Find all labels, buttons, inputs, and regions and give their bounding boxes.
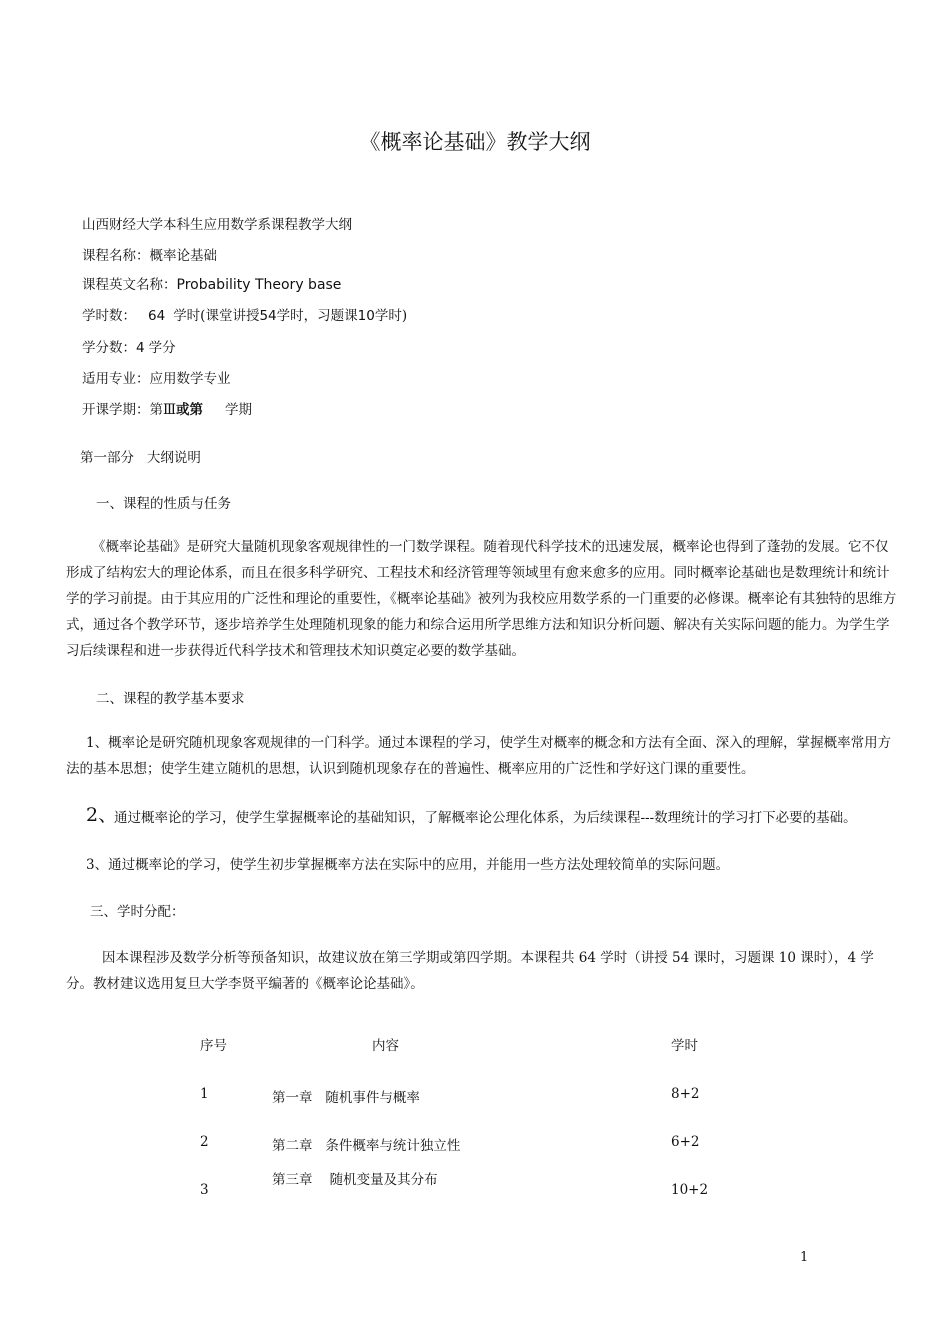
course-name-line (82, 244, 217, 264)
hours-detail-e: 学时) (374, 308, 408, 324)
hours-detail-b: 54 (259, 308, 277, 324)
course-name-label: 课程名称： (82, 248, 150, 264)
table-row-3-hours: 10+2 (671, 1182, 709, 1198)
part-one-heading: 第一部分 大纲说明 (80, 450, 201, 466)
table-row-2-hours: 6+2 (671, 1134, 700, 1150)
credits-label: 学分数： (82, 340, 136, 356)
hours-line (82, 304, 407, 324)
major-line (82, 367, 231, 387)
page-number: 1 (800, 1250, 809, 1265)
document-title: 《概率论基础》教学大纲 (359, 130, 591, 154)
requirement-item-2-number: 2、 (86, 804, 118, 826)
table-row-1-hours: 8+2 (671, 1086, 700, 1102)
english-name-line (82, 273, 341, 293)
credits-value: 4 (136, 340, 145, 356)
semester-a: 第Ⅲ (149, 402, 177, 418)
semester-label: 开课学期： (82, 402, 150, 418)
hours-unit: 学时( (173, 308, 206, 324)
hours-detail-c: 学时，习题课 (276, 308, 358, 324)
english-name-value: Probability Theory base (176, 277, 342, 293)
table-row-3-content: 第三章 随机变量及其分布 (272, 1172, 438, 1188)
table-row-2-number: 2 (200, 1134, 209, 1150)
section-three-body: 因本课程涉及数学分析等预备知识，故建议放在第三学期或第四学期。本课程共 64 学时（讲授 54 课时，习题课 10 课时），4 学分。教材建议选用复旦大学李贤平编著的《概率论论基础》。 (66, 950, 874, 992)
table-row-3-number: 3 (200, 1182, 209, 1198)
hours-detail-d: 10 (357, 308, 375, 324)
semester-c: 学期 (225, 402, 253, 418)
major-value: 应用数学专业 (149, 371, 231, 387)
hours-value: 64 (148, 308, 166, 324)
requirement-item-1: 1、概率论是研究随机现象客观规律的一门科学。通过本课程的学习，使学生对概率的概念和方法有全面、深入的理解，掌握概率常用方法的基本思想；使学生建立随机的思想，认识到随机现象存在的普遍性、概率应用的广泛性和学好这门课的重要性。 (66, 735, 892, 777)
hours-detail-a: 课堂讲授 (205, 308, 260, 324)
requirement-item-3: 3、通过概率论的学习，使学生初步掌握概率方法在实际中的应用，并能用一些方法处理较简单的实际问题。 (86, 857, 730, 873)
hours-label: 学时数： (82, 308, 136, 324)
section-one-body: 《概率论基础》是研究大量随机现象客观规律性的一门数学课程。随着现代科学技术的迅速发展，概率论也得到了蓬勃的发展。它不仅形成了结构宏大的理论体系，而且在很多科学研究、工程技术和经济管理等领域里有愈来愈多的应用。同时概率论基础也是数理统计和统计学的学习前提。由于其应用的广泛性和理论的重要性，《概率论基础》被列为我校应用数学系的一门重要的必修课。概率论有其独特的思维方式，通过各个教学环节，逐步培养学生处理随机现象的能力和综合运用所学思维方法和知识分析问题、解决有关实际问题的能力。为学生学习后续课程和进一步获得近代科学技术和管理技术知识奠定必要的数学基础。 (66, 539, 897, 659)
credits-unit: 学分 (148, 340, 176, 356)
table-header-hours: 学时 (671, 1038, 698, 1054)
table-row-1-number: 1 (200, 1086, 209, 1102)
credits-line (82, 336, 176, 356)
course-name-value: 概率论基础 (149, 248, 217, 264)
requirement-item-2: 通过概率论的学习，使学生掌握概率论的基础知识，了解概率论公理化体系，为后续课程---数理统计的学习打下必要的基础。 (114, 810, 857, 826)
english-name-label: 课程英文名称： (82, 277, 177, 293)
table-header-content: 内容 (372, 1038, 399, 1054)
section-three-heading: 三、学时分配： (90, 904, 185, 920)
table-row-2-content: 第二章 条件概率与统计独立性 (272, 1138, 461, 1154)
semester-b: 或第 (176, 402, 204, 418)
section-one-heading: 一、课程的性质与任务 (96, 496, 231, 512)
table-header-number: 序号 (200, 1038, 227, 1054)
section-two-heading: 二、课程的教学基本要求 (96, 691, 245, 707)
major-label: 适用专业： (82, 371, 150, 387)
institution-line: 山西财经大学本科生应用数学系课程教学大纲 (82, 217, 352, 233)
table-row-1-content: 第一章 随机事件与概率 (272, 1090, 420, 1106)
semester-line (82, 398, 252, 418)
